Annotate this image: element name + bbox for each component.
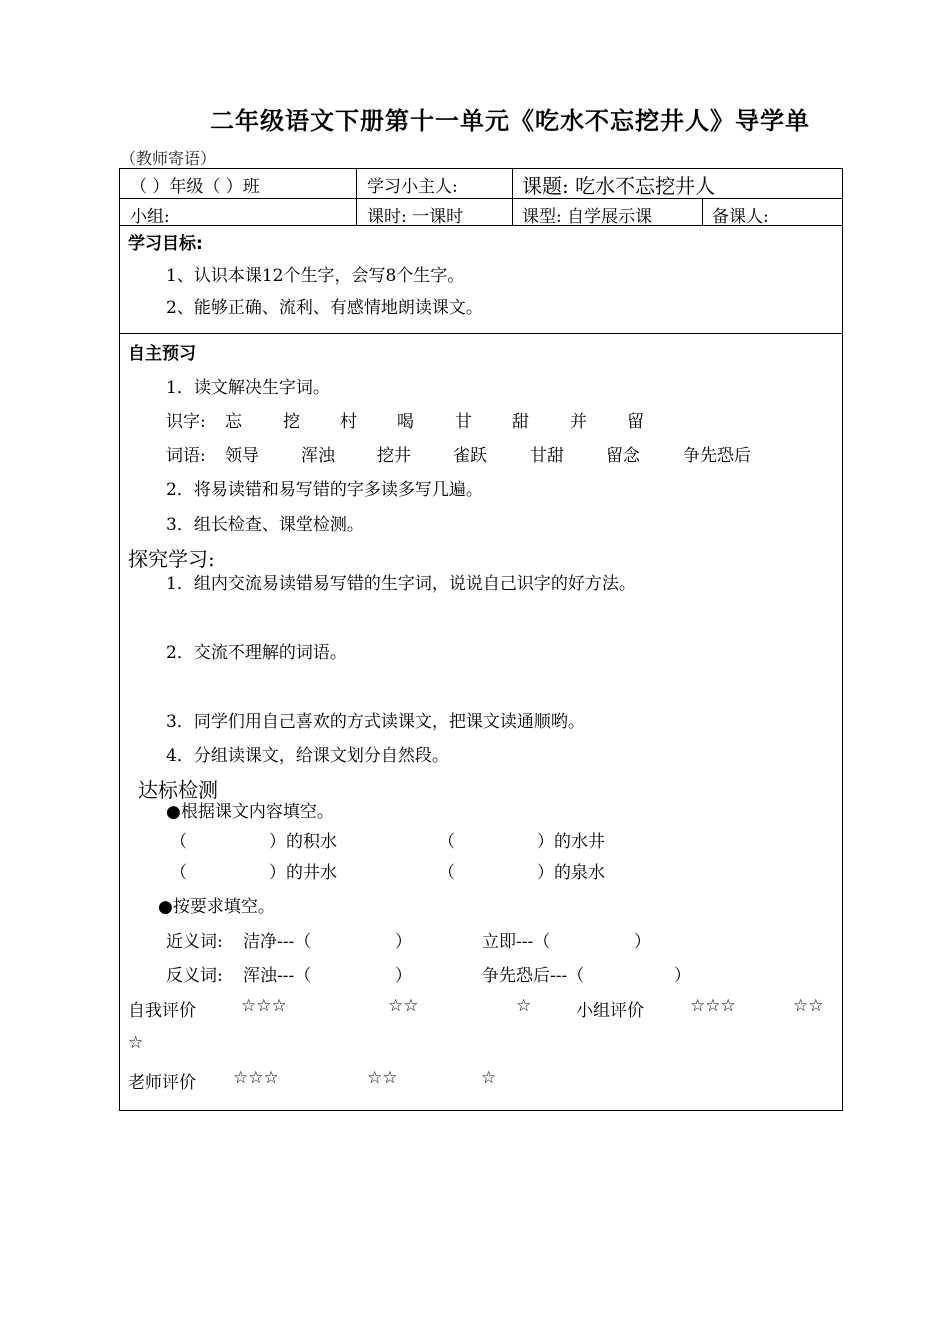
goal-item: 1、认识本课12个生字，会写8个生字。 bbox=[166, 266, 465, 286]
char: 甜 bbox=[512, 412, 529, 432]
close-paren: ） bbox=[674, 966, 691, 986]
close-paren: ） bbox=[634, 932, 651, 952]
topic-cell: 课题: 吃水不忘挖井人 bbox=[522, 174, 716, 198]
period-cell: 课时: 一课时 bbox=[367, 207, 464, 227]
char: 甘 bbox=[455, 412, 472, 432]
synonym-label: 近义词: bbox=[166, 932, 223, 952]
antonym-blank: 浑浊---（ bbox=[243, 966, 312, 986]
explore-item: 2．交流不理解的词语。 bbox=[166, 643, 347, 663]
explore-item: 1．组内交流易读错易写错的生字词，说说自己识字的好方法。 bbox=[166, 574, 636, 594]
preview-item: 1．读文解决生字词。 bbox=[166, 378, 330, 398]
preview-item: 3．组长检查、课堂检测。 bbox=[166, 515, 364, 535]
preparer-cell: 备课人: bbox=[712, 207, 769, 227]
group-eval-label: 小组评价 bbox=[576, 1001, 644, 1021]
open-paren: （ bbox=[170, 863, 187, 883]
fill-blank: ）的泉水 bbox=[537, 863, 605, 883]
test-heading: 达标检测 bbox=[138, 778, 218, 802]
open-paren: （ bbox=[170, 832, 187, 852]
synonym-blank: 立即---（ bbox=[482, 932, 551, 952]
goal-item: 2、能够正确、流利、有感情地朗读课文。 bbox=[166, 298, 483, 318]
char: 喝 bbox=[397, 412, 414, 432]
word: 雀跃 bbox=[453, 446, 487, 466]
char: 村 bbox=[340, 412, 357, 432]
self-eval-label: 自我评价 bbox=[128, 1001, 196, 1021]
word: 留念 bbox=[606, 446, 640, 466]
explore-item: 3．同学们用自己喜欢的方式读课文，把课文读通顺哟。 bbox=[166, 712, 585, 732]
requirement-instruction: ●按要求填空。 bbox=[158, 897, 275, 917]
word: 争先恐后 bbox=[683, 446, 751, 466]
col-divider bbox=[356, 169, 357, 225]
antonym-label: 反义词: bbox=[166, 966, 223, 986]
rating-one-star[interactable]: ☆ bbox=[128, 1033, 144, 1053]
col-divider bbox=[702, 198, 703, 225]
word: 浑浊 bbox=[301, 446, 335, 466]
antonym-blank: 争先恐后---（ bbox=[482, 966, 585, 986]
rating-three-stars[interactable]: ☆☆☆ bbox=[233, 1068, 279, 1088]
row-divider bbox=[120, 198, 842, 199]
rating-one-star[interactable]: ☆ bbox=[481, 1068, 497, 1088]
fill-blank: ）的井水 bbox=[269, 863, 337, 883]
fill-blank: ）的水井 bbox=[537, 832, 605, 852]
char: 并 bbox=[570, 412, 587, 432]
teacher-note: （教师寄语） bbox=[120, 149, 217, 168]
close-paren: ） bbox=[395, 966, 412, 986]
chars-label: 识字: bbox=[166, 412, 206, 432]
explore-heading: 探究学习: bbox=[128, 547, 215, 571]
word: 挖井 bbox=[377, 446, 411, 466]
rating-two-stars[interactable]: ☆☆ bbox=[388, 996, 419, 1016]
rating-two-stars[interactable]: ☆☆ bbox=[367, 1068, 398, 1088]
rating-three-stars[interactable]: ☆☆☆ bbox=[690, 996, 736, 1016]
open-paren: （ bbox=[438, 832, 455, 852]
word: 领导 bbox=[225, 446, 259, 466]
page-title: 二年级语文下册第十一单元《吃水不忘挖井人》导学单 bbox=[210, 107, 810, 135]
close-paren: ） bbox=[395, 932, 412, 952]
teacher-eval-label: 老师评价 bbox=[128, 1073, 196, 1093]
char: 留 bbox=[627, 412, 644, 432]
study-sheet-table bbox=[119, 168, 843, 1111]
open-paren: （ bbox=[438, 863, 455, 883]
rating-three-stars[interactable]: ☆☆☆ bbox=[241, 996, 287, 1016]
group-cell: 小组: bbox=[130, 207, 170, 227]
fill-instruction: ●根据课文内容填空。 bbox=[166, 802, 334, 822]
explore-item: 4．分组读课文，给课文划分自然段。 bbox=[166, 746, 449, 766]
fill-blank: ）的积水 bbox=[269, 832, 337, 852]
char: 挖 bbox=[283, 412, 300, 432]
row-divider bbox=[120, 333, 842, 334]
preview-item: 2．将易读错和易写错的字多读多写几遍。 bbox=[166, 480, 483, 500]
class-cell: （ ）年级（ ）班 bbox=[130, 177, 260, 197]
rating-one-star[interactable]: ☆ bbox=[516, 996, 532, 1016]
words-label: 词语: bbox=[166, 446, 206, 466]
rating-two-stars[interactable]: ☆☆ bbox=[793, 996, 824, 1016]
owner-cell: 学习小主人: bbox=[367, 177, 458, 197]
word: 甘甜 bbox=[530, 446, 564, 466]
goals-heading: 学习目标: bbox=[128, 234, 203, 254]
char: 忘 bbox=[225, 412, 242, 432]
synonym-blank: 洁净---（ bbox=[243, 932, 312, 952]
preview-heading: 自主预习 bbox=[128, 344, 196, 364]
type-cell: 课型: 自学展示课 bbox=[522, 207, 653, 227]
col-divider bbox=[512, 169, 513, 225]
